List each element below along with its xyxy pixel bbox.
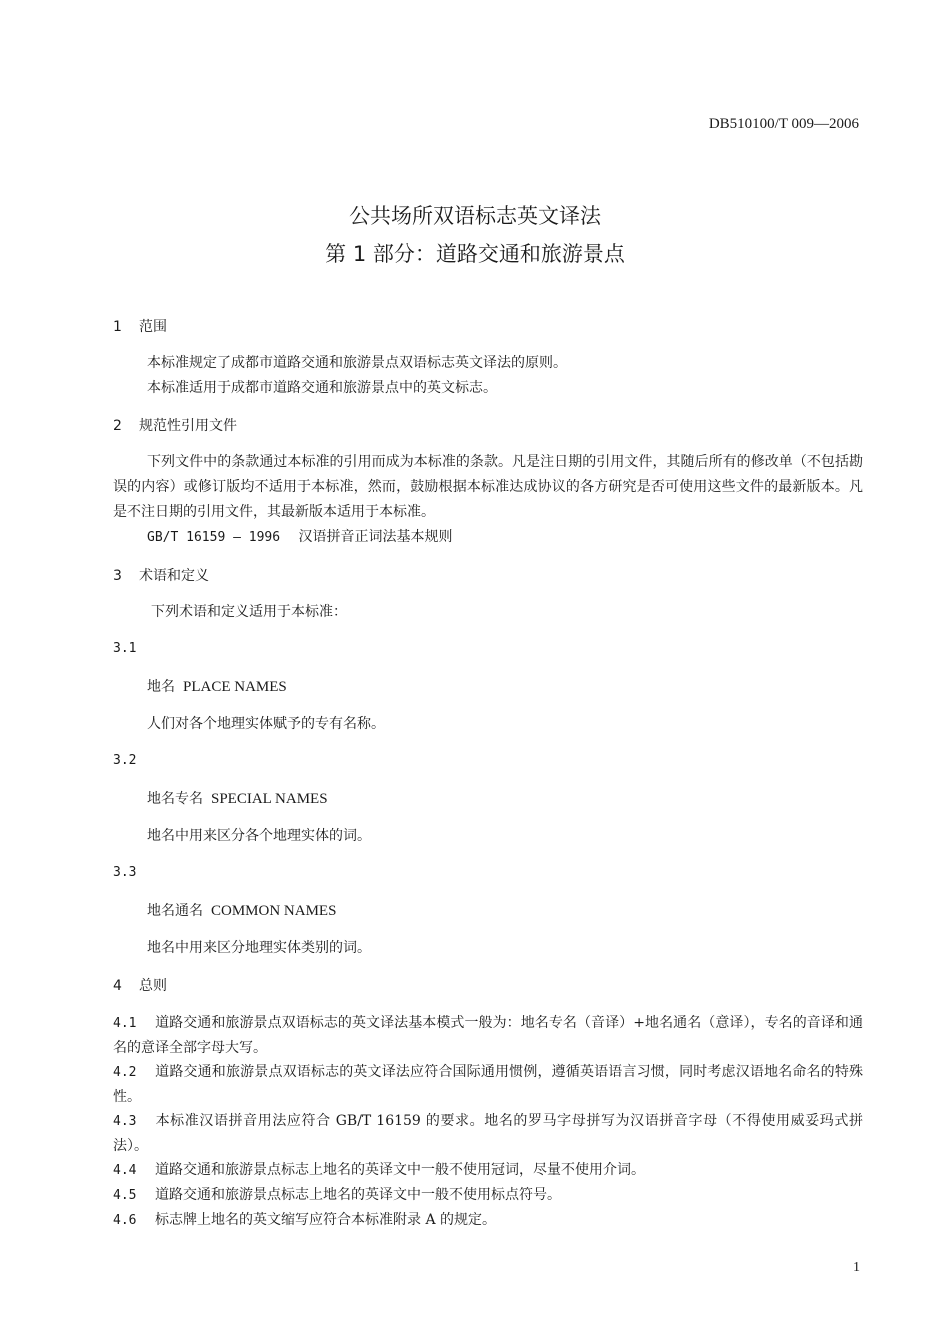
clause-text: 道路交通和旅游景点标志上地名的英译文中一般不使用标点符号。 bbox=[155, 1187, 561, 1203]
clause bbox=[113, 1158, 863, 1183]
paragraph: 本标准规定了成都市道路交通和旅游景点双语标志英文译法的原则。 bbox=[147, 355, 567, 371]
term-number: 3.3 bbox=[113, 865, 137, 880]
term-chinese: 地名通名 bbox=[147, 903, 203, 919]
clause-text: 标志牌上地名的英文缩写应符合本标准附录 A 的规定。 bbox=[155, 1212, 497, 1228]
document-number: DB510100/T 009—2006 bbox=[708, 116, 859, 132]
term-entry bbox=[147, 900, 336, 920]
clause bbox=[113, 1183, 863, 1208]
section-title: 规范性引用文件 bbox=[139, 418, 237, 434]
term-number: 3.1 bbox=[113, 641, 137, 656]
clause-number: 4.1 bbox=[113, 1016, 137, 1031]
section-1-heading bbox=[113, 316, 167, 336]
section-2-heading bbox=[113, 415, 237, 435]
reference-code: GB/T 16159 – 1996 bbox=[147, 530, 281, 545]
section-number: 3 bbox=[113, 568, 122, 584]
document-subtitle: 第 1 部分：道路交通和旅游景点 bbox=[325, 242, 625, 266]
term-definition: 人们对各个地理实体赋予的专有名称。 bbox=[147, 716, 385, 732]
term-definition: 地名中用来区分地理实体类别的词。 bbox=[147, 940, 371, 956]
clause bbox=[113, 1208, 863, 1233]
clause-text: 道路交通和旅游景点标志上地名的英译文中一般不使用冠词，尽量不使用介词。 bbox=[155, 1162, 645, 1178]
clause-number: 4.3 bbox=[113, 1114, 137, 1129]
section-number: 1 bbox=[113, 319, 122, 335]
paragraph: 下列术语和定义适用于本标准： bbox=[151, 604, 347, 620]
page-number: 1 bbox=[853, 1260, 860, 1275]
section-title: 总则 bbox=[139, 978, 167, 994]
section-title: 术语和定义 bbox=[139, 568, 209, 584]
section-title: 范围 bbox=[139, 319, 167, 335]
clause bbox=[113, 1109, 863, 1159]
clause-number: 4.4 bbox=[113, 1163, 137, 1178]
term-chinese: 地名专名 bbox=[147, 791, 203, 807]
section-number: 4 bbox=[113, 978, 122, 994]
clause-text: 本标准汉语拼音用法应符合 GB/T 16159 的要求。地名的罗马字母拼写为汉语拼音字母（不得使用威妥玛式拼法）。 bbox=[113, 1113, 863, 1154]
document-title: 公共场所双语标志英文译法 bbox=[349, 204, 601, 228]
paragraph: 本标准适用于成都市道路交通和旅游景点中的英文标志。 bbox=[147, 380, 497, 396]
clause bbox=[113, 1011, 863, 1061]
term-entry bbox=[147, 676, 287, 696]
paragraph: 下列文件中的条款通过本标准的引用而成为本标准的条款。凡是注日期的引用文件，其随后所有的修改单（不包括勘误的内容）或修订版均不适用于本标准，然而，鼓励根据本标准达成协议的各方研究是否可使用这些文件的最新版本。凡是不注日期的引用文件，其最新版本适用于本标准。 bbox=[113, 454, 863, 520]
term-english: PLACE NAMES bbox=[183, 679, 287, 695]
normative-reference bbox=[147, 526, 453, 546]
term-number: 3.2 bbox=[113, 753, 137, 768]
clause-number: 4.2 bbox=[113, 1065, 137, 1080]
clause-text: 道路交通和旅游景点双语标志的英文译法应符合国际通用惯例，遵循英语语言习惯，同时考虑汉语地名命名的特殊性。 bbox=[113, 1064, 863, 1105]
section-4-heading bbox=[113, 975, 167, 995]
section-3-heading bbox=[113, 565, 209, 585]
clause-text: 道路交通和旅游景点双语标志的英文译法基本模式一般为：地名专名（音译）+地名通名（意译），专名的音译和通名的意译全部字母大写。 bbox=[113, 1015, 863, 1056]
clause-number: 4.6 bbox=[113, 1213, 137, 1228]
reference-title: 汉语拼音正词法基本规则 bbox=[298, 529, 453, 545]
term-definition: 地名中用来区分各个地理实体的词。 bbox=[147, 828, 371, 844]
term-english: SPECIAL NAMES bbox=[211, 791, 328, 807]
clause-number: 4.5 bbox=[113, 1188, 137, 1203]
section-number: 2 bbox=[113, 418, 122, 434]
clause bbox=[113, 1060, 863, 1110]
term-entry bbox=[147, 788, 328, 808]
term-chinese: 地名 bbox=[147, 679, 175, 695]
term-english: COMMON NAMES bbox=[211, 903, 337, 919]
